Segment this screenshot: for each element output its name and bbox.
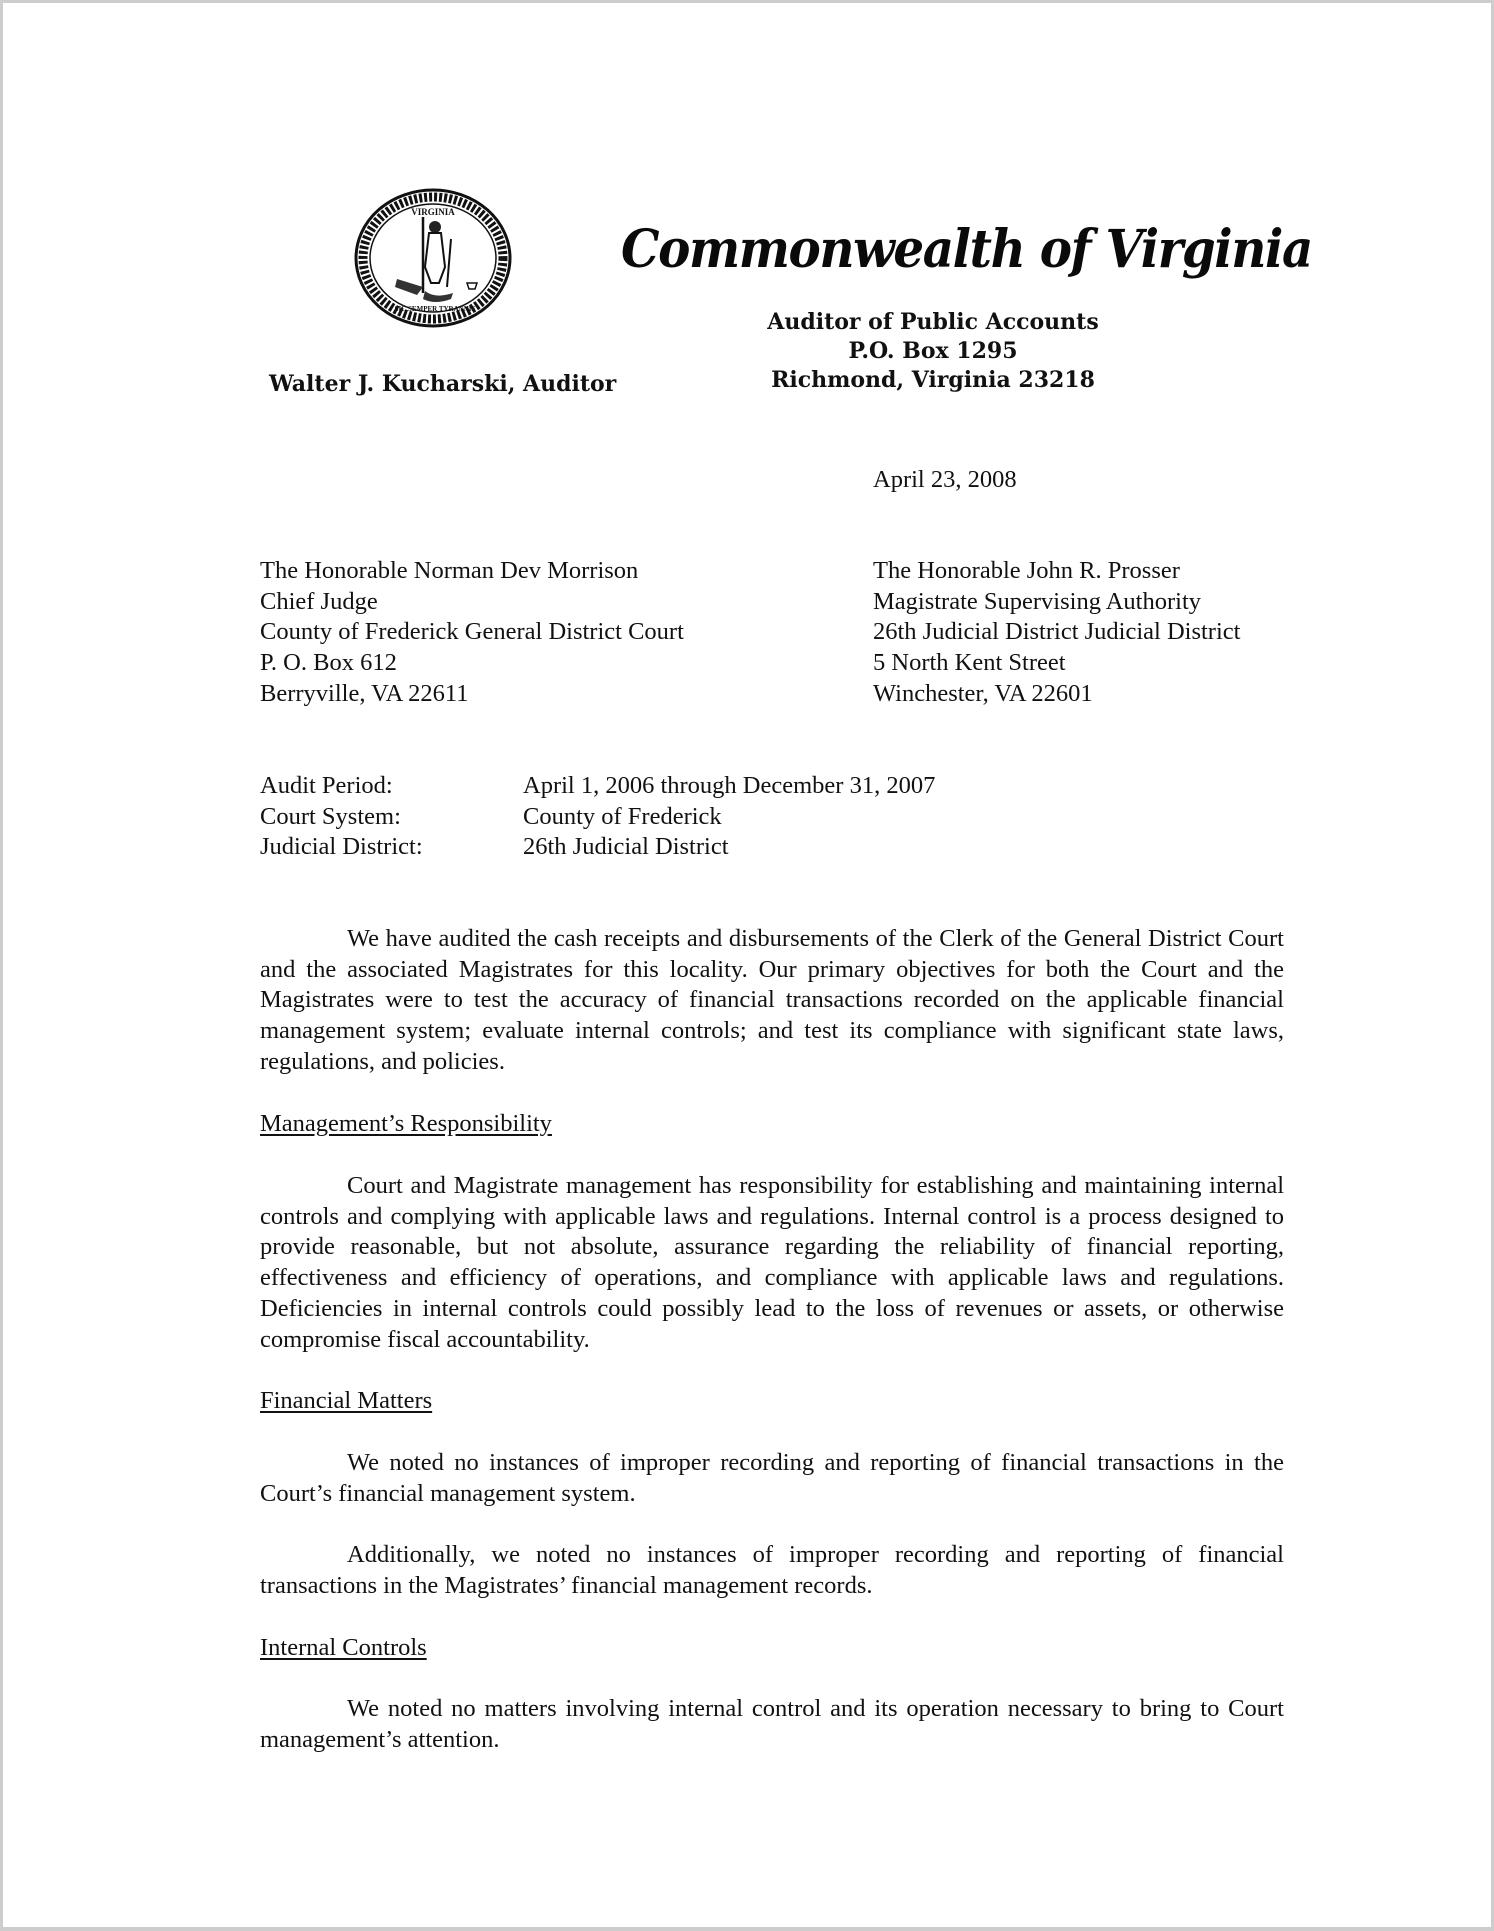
recipient-left-line: Berryville, VA 22611	[260, 679, 469, 707]
financial-paragraph-1: We noted no instances of improper recording and reporting of financial transactions in the Court’s financial management system.	[260, 1449, 1284, 1507]
recipient-right-line: The Honorable John R. Prosser	[873, 557, 1180, 584]
virginia-state-seal-icon	[353, 187, 513, 329]
recipient-right-line: 5 North Kent Street	[873, 649, 1066, 677]
audit-info-row	[260, 832, 935, 863]
letter-date: April 23, 2008	[873, 466, 1017, 493]
audit-info-label: Judicial District:	[260, 833, 423, 861]
financial-paragraph-2: Additionally, we noted no instances of improper recording and reporting of financial transactions in the Magistrates’ financial management records.	[260, 1541, 1284, 1599]
section-heading-financial: Financial Matters	[260, 1387, 433, 1414]
recipient-right	[873, 556, 1240, 709]
recipient-left-line: P. O. Box 612	[260, 649, 397, 677]
audit-info-row	[260, 802, 935, 833]
office-po-box: P.O. Box 1295	[848, 338, 1018, 364]
audit-info-value: County of Frederick	[523, 802, 722, 830]
svg-text:VIRGINIA: VIRGINIA	[411, 207, 455, 217]
recipient-left-line: The Honorable Norman Dev Morrison	[260, 557, 639, 584]
svg-text:SIC SEMPER TYRANNIS: SIC SEMPER TYRANNIS	[394, 305, 476, 313]
recipient-right-line: Winchester, VA 22601	[873, 679, 1093, 707]
audit-info-label: Court System:	[260, 802, 401, 830]
recipient-left-line: Chief Judge	[260, 587, 378, 615]
office-name: Auditor of Public Accounts	[767, 309, 1099, 335]
internal-paragraph: We noted no matters involving internal control and its operation necessary to bring to Court management’s attention.	[260, 1695, 1284, 1753]
recipient-right-line: Magistrate Supervising Authority	[873, 587, 1201, 615]
office-city: Richmond, Virginia 23218	[771, 367, 1095, 393]
audit-info-value: 26th Judicial District	[523, 833, 729, 861]
section-heading-management: Management’s Responsibility	[260, 1110, 552, 1137]
recipient-left-line: County of Frederick General District Court	[260, 618, 684, 646]
auditor-name: Walter J. Kucharski, Auditor	[269, 371, 617, 397]
audit-info-row	[260, 771, 935, 802]
section-heading-internal: Internal Controls	[260, 1634, 427, 1661]
recipient-left	[260, 556, 684, 709]
letterhead-title: Commonwealth of Virginia	[621, 219, 1312, 280]
audit-info-label: Audit Period:	[260, 772, 393, 799]
audit-info-value: April 1, 2006 through December 31, 2007	[523, 772, 936, 799]
intro-paragraph: We have audited the cash receipts and disbursements of the Clerk of the General District Court and the associated Magistrates for this locality. Our primary objectives for both the Court and the Magistrates were to test the accuracy of financial transactions recorded on the applicable financial management system; evaluate internal controls; and test its compliance with significant state laws, regulations, and policies.	[260, 925, 1284, 1075]
audit-info-block	[260, 771, 935, 863]
management-paragraph: Court and Magistrate management has responsibility for establishing and maintaining internal controls and complying with applicable laws and regulations. Internal control is a process designed to provide reasonable, but not absolute, assurance regarding the reliability of financial reporting, effectiveness and efficiency of operations, and compliance with applicable laws and regulations. Deficiencies in internal controls could possibly lead to the loss of revenues or assets, or otherwise compromise fiscal accountability.	[260, 1172, 1284, 1353]
recipient-right-line: 26th Judicial District Judicial District	[873, 618, 1241, 646]
